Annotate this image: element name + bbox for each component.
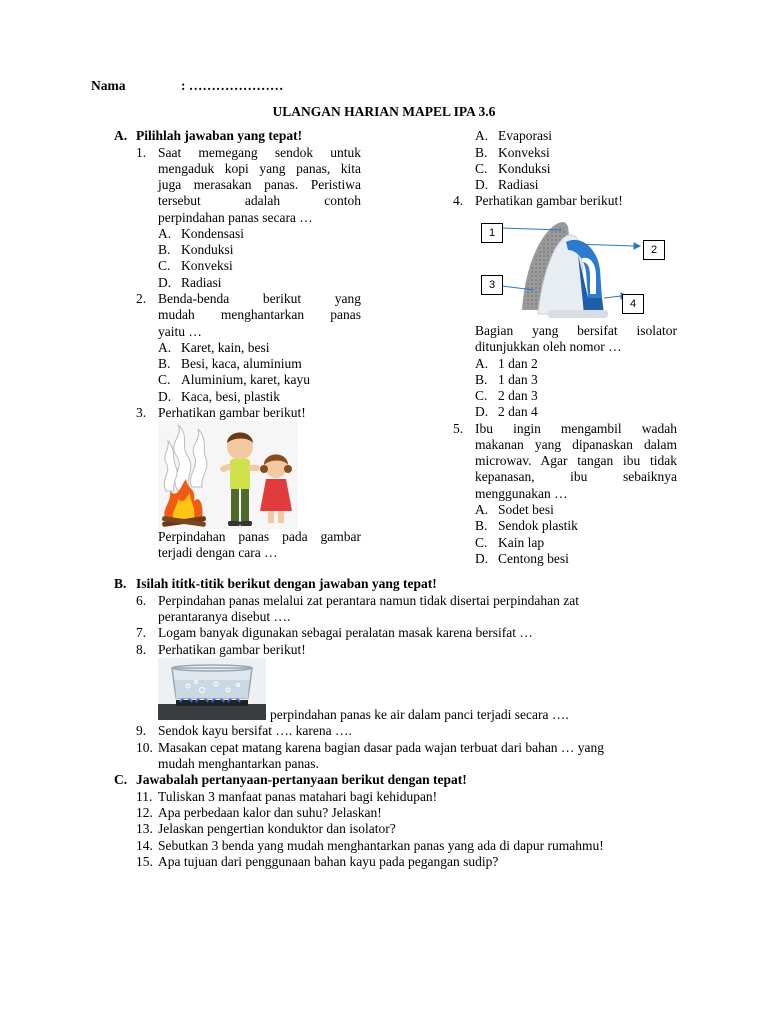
essay-item: 11. Tuliskan 3 manfaat panas matahari bagi kehidupan! [136, 789, 438, 804]
q7-number: 7. [136, 625, 147, 640]
section-c-heading: Jawabalah pertanyaan-pertanyaan berikut dengan tepat! [136, 772, 467, 787]
section-b-heading: Isilah ititk-titik berikut dengan jawaban yang tepat! [136, 576, 437, 591]
q3-question-line: Perpindahan panas pada gambar [158, 529, 361, 544]
essay-item: 14. Sebutkan 3 benda yang mudah menghantarkan panas yang ada di dapur rumahmu! [136, 838, 604, 853]
section-c-letter: C. [114, 772, 128, 787]
q1-option-c: C. Konveksi [158, 258, 233, 273]
q9-text: Sendok kayu bersifat …. karena …. [158, 723, 352, 738]
q5-option-a: A. Sodet besi [475, 502, 554, 517]
essay-item: 12. Apa perbedaan kalor dan suhu? Jelaskan! [136, 805, 382, 820]
q4-text-line: Perhatikan gambar berikut! [475, 193, 623, 208]
q5-text-line: microwav. Agar tangan ibu tidak [475, 453, 677, 468]
q2-text-line: Benda-benda berikut yang [158, 291, 361, 306]
q2-text-line: yaitu … [158, 324, 202, 339]
q1-option-a: A. Kondensasi [158, 226, 244, 241]
q1-option-b: B. Konduksi [158, 242, 234, 257]
q4-option-a: A. 1 dan 2 [475, 356, 538, 371]
iron-label-1: 1 [481, 223, 503, 243]
q2-text-line: mudah menghantarkan panas [158, 307, 361, 322]
q4-question-line: ditunjukkan oleh nomor … [475, 339, 622, 354]
q1-text-line: perpindahan panas secara … [158, 210, 313, 225]
q6-number: 6. [136, 593, 147, 608]
q4-question-line: Bagian yang bersifat isolator [475, 323, 677, 338]
q5-text-line: kepanasan, ibu sebaiknya [475, 469, 677, 484]
q5-option-b: B. Sendok plastik [475, 518, 578, 533]
q1-text-line: mengaduk kopi yang panas, kita [158, 161, 361, 176]
q3-question-line: terjadi dengan cara … [158, 545, 278, 560]
q6-text-line: perantaranya disebut …. [158, 609, 291, 624]
q8-number: 8. [136, 642, 147, 657]
q1-number: 1. [136, 145, 147, 160]
iron-label-4: 4 [622, 294, 644, 314]
q3-option-c: C. Konduksi [475, 161, 551, 176]
section-a-heading: Pilihlah jawaban yang tepat! [136, 128, 303, 143]
q5-option-d: D. Centong besi [475, 551, 569, 566]
iron-label-2: 2 [643, 240, 665, 260]
q2-option-a: A. Karet, kain, besi [158, 340, 270, 355]
q3-option-b: B. Konveksi [475, 145, 550, 160]
q1-text-line: tersebut adalah contoh [158, 193, 361, 208]
essay-item: 13. Jelaskan pengertian konduktor dan isolator? [136, 821, 396, 836]
q5-text-line: Ibu ingin mengambil wadah [475, 421, 677, 436]
q5-text-line: menggunakan … [475, 486, 568, 501]
q3-option-d: D. Radiasi [475, 177, 539, 192]
q6-text-line: Perpindahan panas melalui zat perantara namun tidak disertai perpindahan zat [158, 593, 579, 608]
iron-label-3: 3 [481, 275, 503, 295]
campfire-children-image [158, 421, 298, 529]
q7-text: Logam banyak digunakan sebagai peralatan masak karena bersifat … [158, 625, 533, 640]
q5-text-line: makanan yang dipanaskan dalam [475, 437, 677, 452]
q4-option-c: C. 2 dan 3 [475, 388, 538, 403]
q5-option-c: C. Kain lap [475, 535, 545, 550]
q10-text-line: Masakan cepat matang karena bagian dasar pada wajan terbuat dari bahan … yang [158, 740, 605, 755]
name-label: Nama [91, 78, 126, 93]
q9-number: 9. [136, 723, 147, 738]
q8-question-text: perpindahan panas ke air dalam panci terjadi secara …. [270, 707, 569, 722]
essay-item: 15. Apa tujuan dari penggunaan bahan kayu pada pegangan sudip? [136, 854, 499, 869]
q2-option-b: B. Besi, kaca, aluminium [158, 356, 302, 371]
section-b-letter: B. [114, 576, 127, 591]
q1-text-line: juga merasakan panas. Peristiwa [158, 177, 361, 192]
q4-number: 4. [453, 193, 464, 208]
q2-number: 2. [136, 291, 147, 306]
name-field: : ………………… [181, 78, 284, 93]
q1-text-line: Saat memegang sendok untuk [158, 145, 361, 160]
section-a-letter: A. [114, 128, 128, 143]
q3-option-a: A. Evaporasi [475, 128, 552, 143]
q4-option-b: B. 1 dan 3 [475, 372, 538, 387]
q10-text-line: mudah menghantarkan panas. [158, 756, 319, 771]
q5-number: 5. [453, 421, 464, 436]
q1-option-d: D. Radiasi [158, 275, 222, 290]
electric-iron-image [478, 214, 678, 322]
q10-number: 10. [136, 740, 153, 755]
q2-option-c: C. Aluminium, karet, kayu [158, 372, 310, 387]
q4-option-d: D. 2 dan 4 [475, 404, 538, 419]
q3-text-line: Perhatikan gambar berikut! [158, 405, 306, 420]
boiling-pot-image [158, 658, 266, 720]
q3-number: 3. [136, 405, 147, 420]
q8-text: Perhatikan gambar berikut! [158, 642, 306, 657]
page-title: ULANGAN HARIAN MAPEL IPA 3.6 [272, 104, 496, 119]
q2-option-d: D. Kaca, besi, plastik [158, 389, 280, 404]
